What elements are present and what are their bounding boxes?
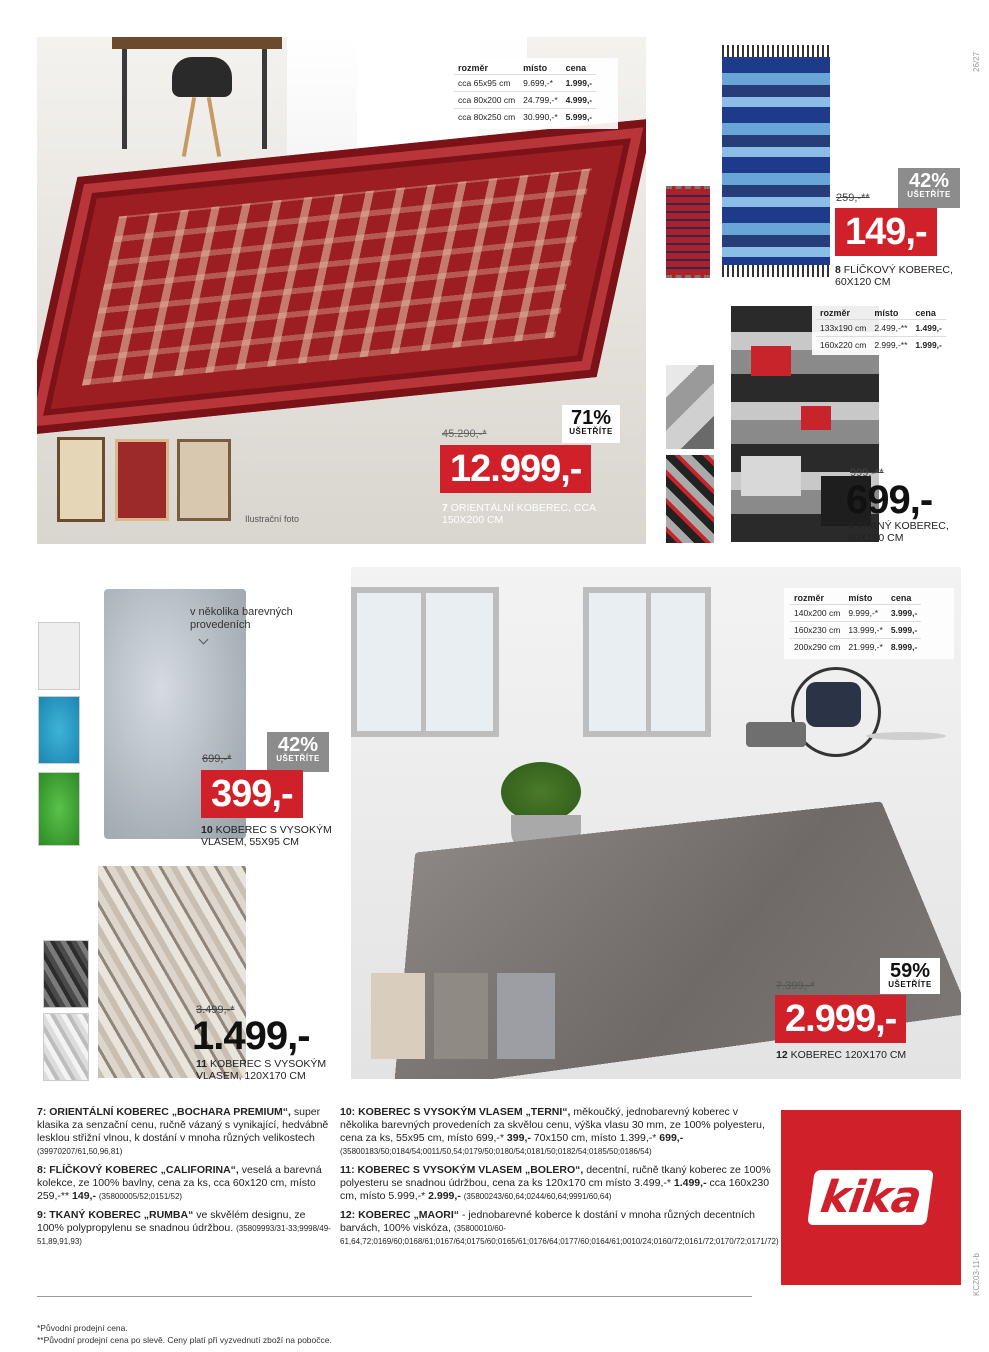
was-cell: 2.499,-** [870,320,911,337]
description-7 [37,1106,332,1158]
kika-logo [781,1110,961,1285]
size-cell: 140x200 cm [790,605,844,622]
product10-discount-badge [267,732,329,772]
desc-code: (35800010/60-61,64,72;0169/60;0168/61;0167/64;0175/60;0165/61;0176/64;0177/60;0164/61;0010/24;0160/72;0161/72;0170/72;0171/72) [340,1224,779,1246]
discount-label: UŠETŘÍTE [888,980,932,989]
size-cell: 160x230 cm [790,622,844,639]
product9-size-table [812,305,962,355]
was-cell: 9.699,-* [519,75,562,92]
price-cell: 1.999,- [911,337,945,354]
price-cell: 3.999,- [887,605,921,622]
size-cell: 160x220 cm [816,337,870,354]
was-header: místo [848,593,873,603]
footnotes [37,1322,637,1346]
variants-note-text: v několika barevných provedeních [190,606,293,631]
product10-swatch-blue [38,696,80,764]
desc-text: ve skvělém designu, ze 100% polypropylenu se snadnou údržbou. [37,1209,306,1234]
product11-price: 1.499,- [192,1014,310,1058]
price-header: cena [915,308,936,318]
description-11 [340,1164,772,1203]
was-header: místo [874,308,899,318]
section-divider [37,1296,752,1297]
desc-text: - jednobarevné koberce k dostání v mnoha různých decentních barvách, 100% viskóza, [340,1209,755,1234]
logo-text-badge [807,1170,934,1225]
price-cell: 5.999,- [562,109,596,126]
caption-text: FLÍČKOVÝ KOBEREC, 60X120 CM [835,264,953,288]
caption-number: 11 [196,1058,208,1070]
desc-text: decentní, ručně tkaný koberec ze 100% polyesteru se snadnou údržbou, cena za ks 120x170 cm místo 3.499,-* [340,1164,771,1189]
product7-size-table [448,58,618,129]
price-cell: 4.999,- [562,92,596,109]
size-header: rozměr [458,63,489,73]
product10-caption [201,824,351,848]
desc-title: 7: ORIENTÁLNÍ KOBEREC „BOCHARA PREMIUM“, [37,1106,291,1118]
product8-caption [835,264,975,288]
desc-title: 8: FLÍČKOVÝ KOBEREC „CALIFORINA“, [37,1164,239,1176]
description-9 [37,1209,332,1248]
size-header: rozměr [820,308,851,318]
product12-price: 2.999,- [775,995,906,1043]
discount-percent: 71% [570,407,612,429]
size-cell: 133x190 cm [816,320,870,337]
product7-price: 12.999,- [440,445,591,493]
descriptions-left [37,1106,332,1254]
discount-percent: 59% [889,960,931,982]
size-cell: 200x290 cm [790,639,844,656]
discount-label: UŠETŘÍTE [276,754,320,763]
was-header: místo [523,63,548,73]
logo-text: kika [817,1172,925,1223]
desc-price: 699,- [659,1132,684,1144]
product10-swatch-green [38,772,80,846]
product7-old-price: 45.290,-* [442,428,487,440]
caption-number: 7 [442,502,448,514]
size-cell: cca 80x250 cm [454,109,519,126]
catalog-code: KCZ03-11-b [972,1253,981,1296]
caption-number: 9 [848,520,854,532]
product11-caption [196,1058,346,1082]
product10-price: 399,- [201,770,303,818]
product8-photo [722,45,830,277]
caption-text: KOBEREC S VYSOKÝM VLASEM, 55X95 CM [201,824,332,848]
description-8 [37,1164,332,1203]
desc-code: (35800183/50;0184/54;0011/50,54;0179/50;0180/54;0181/50;0182/54;0185/50;0186/54) [340,1147,652,1156]
desc-text: super klasika za senzační cenu, ručně vázaný s vynikající, hedvábně lesklou střižní vlnou, k dostání v mnoha různých velikostech [37,1106,329,1144]
product12-swatch-taupe [434,973,488,1059]
product10-swatch-white [38,622,80,690]
product9-variant1-photo [666,365,714,449]
product8-price: 149,- [835,208,937,256]
desc-text: cca 160x230 cm, místo 5.999,-* [340,1177,770,1202]
price-header: cena [565,63,587,73]
caption-number: 10 [201,824,213,836]
was-cell: 9.999,-* [844,605,887,622]
page-number: 26/27 [972,51,981,72]
product11-swatch-dark [43,940,89,1008]
desc-code: (39970207/61,50,96,81) [37,1147,123,1156]
was-cell: 2.999,-** [870,337,911,354]
price-cell: 5.999,- [887,622,921,639]
product12-size-table [784,588,954,659]
caption-text: KOBEREC S VYSOKÝM VLASEM, 120X170 CM [196,1058,327,1082]
footnote-2: **Původní prodejní cena po slevě. Ceny platí při vyzvednutí zboží na pobočce. [37,1335,332,1345]
product12-discount-badge [880,958,940,994]
product9-price: 699,- [846,478,933,522]
desc-price: 2.999,- [428,1190,461,1202]
desc-text: veselá a barevná kolekce, ze 100% bavlny, cena za ks, cca 60x120 cm, místo 259,-** [37,1164,322,1202]
descriptions-right [340,1106,779,1254]
product11-old-price: 3.499,-* [196,1004,235,1016]
discount-label: UŠETŘÍTE [907,190,951,199]
price-cell: 8.999,- [887,639,921,656]
description-10 [340,1106,772,1158]
was-cell: 13.999,-* [844,622,887,639]
desc-price: 399,- [506,1132,531,1144]
discount-label: UŠETŘÍTE [569,427,613,436]
price-header: cena [890,593,912,603]
product9-caption [848,520,978,544]
footnote-1: *Původní prodejní cena. [37,1323,128,1333]
desc-title: 12: KOBEREC „MAORI“ [340,1209,460,1221]
product10-old-price: 699,-* [202,753,232,765]
size-header: rozměr [794,593,825,603]
desc-title: 10: KOBEREC S VYSOKÝM VLASEM „TERNI“, [340,1106,571,1118]
product8-old-price: 259,-** [836,192,870,204]
product9-old-price: 999,-** [850,467,884,479]
desc-code: (35800243/60,64;0244/60,64;9991/60,64) [463,1192,612,1201]
product11-swatch-light [43,1013,89,1081]
desc-price: 149,- [72,1190,96,1202]
desc-text: 70x150 cm, místo 1.399,-* [533,1132,657,1144]
product12-caption [776,1049,946,1061]
chevron-down-icon [199,635,209,645]
photo-note: Ilustrační foto [245,514,300,524]
desc-code: (35800005/52;0151/52) [98,1192,183,1201]
caption-number: 8 [835,264,841,276]
desc-price: 1.499,- [673,1177,707,1189]
description-12 [340,1209,779,1248]
product8-discount-badge [898,168,960,208]
caption-text: TKANÝ KOBEREC, 80X150 CM [848,520,949,544]
size-cell: cca 80x200 cm [454,92,519,109]
size-cell: cca 65x95 cm [454,75,519,92]
product12-swatch-beige [371,973,425,1059]
desc-title: 9: TKANÝ KOBEREC „RUMBA“ [37,1209,194,1221]
product12-old-price: 7.399,-* [776,980,815,992]
caption-text: ORIENTÁLNÍ KOBEREC, CCA 150X200 CM [442,502,596,526]
discount-percent: 42% [277,734,319,756]
was-cell: 24.799,-* [519,92,562,109]
price-cell: 1.499,- [911,320,945,337]
product9-variant2-photo [666,455,714,543]
desc-title: 11: KOBEREC S VYSOKÝM VLASEM „BOLERO“, [340,1164,584,1176]
desc-text: měkoučký, jednobarevný koberec v několika barevných provedeních za skvělou cenu, výška vlasu 30 mm, ze 100% polyesteru, cena za ks, 55x95 cm, místo 699,-* [340,1106,765,1144]
product8-variant-photo [666,186,710,278]
product7-discount-badge [562,405,620,443]
product10-variants-note [190,606,310,643]
desc-code: (35809993/31-33;9998/49-51,89,91,93) [37,1224,331,1246]
caption-number: 12 [776,1049,788,1061]
was-cell: 21.999,-* [844,639,887,656]
product12-swatch-gray [497,973,555,1059]
discount-percent: 42% [908,170,950,192]
was-cell: 30.990,-* [519,109,562,126]
product7-caption [442,502,602,526]
price-cell: 1.999,- [562,75,596,92]
caption-text: KOBEREC 120X170 CM [790,1049,907,1061]
